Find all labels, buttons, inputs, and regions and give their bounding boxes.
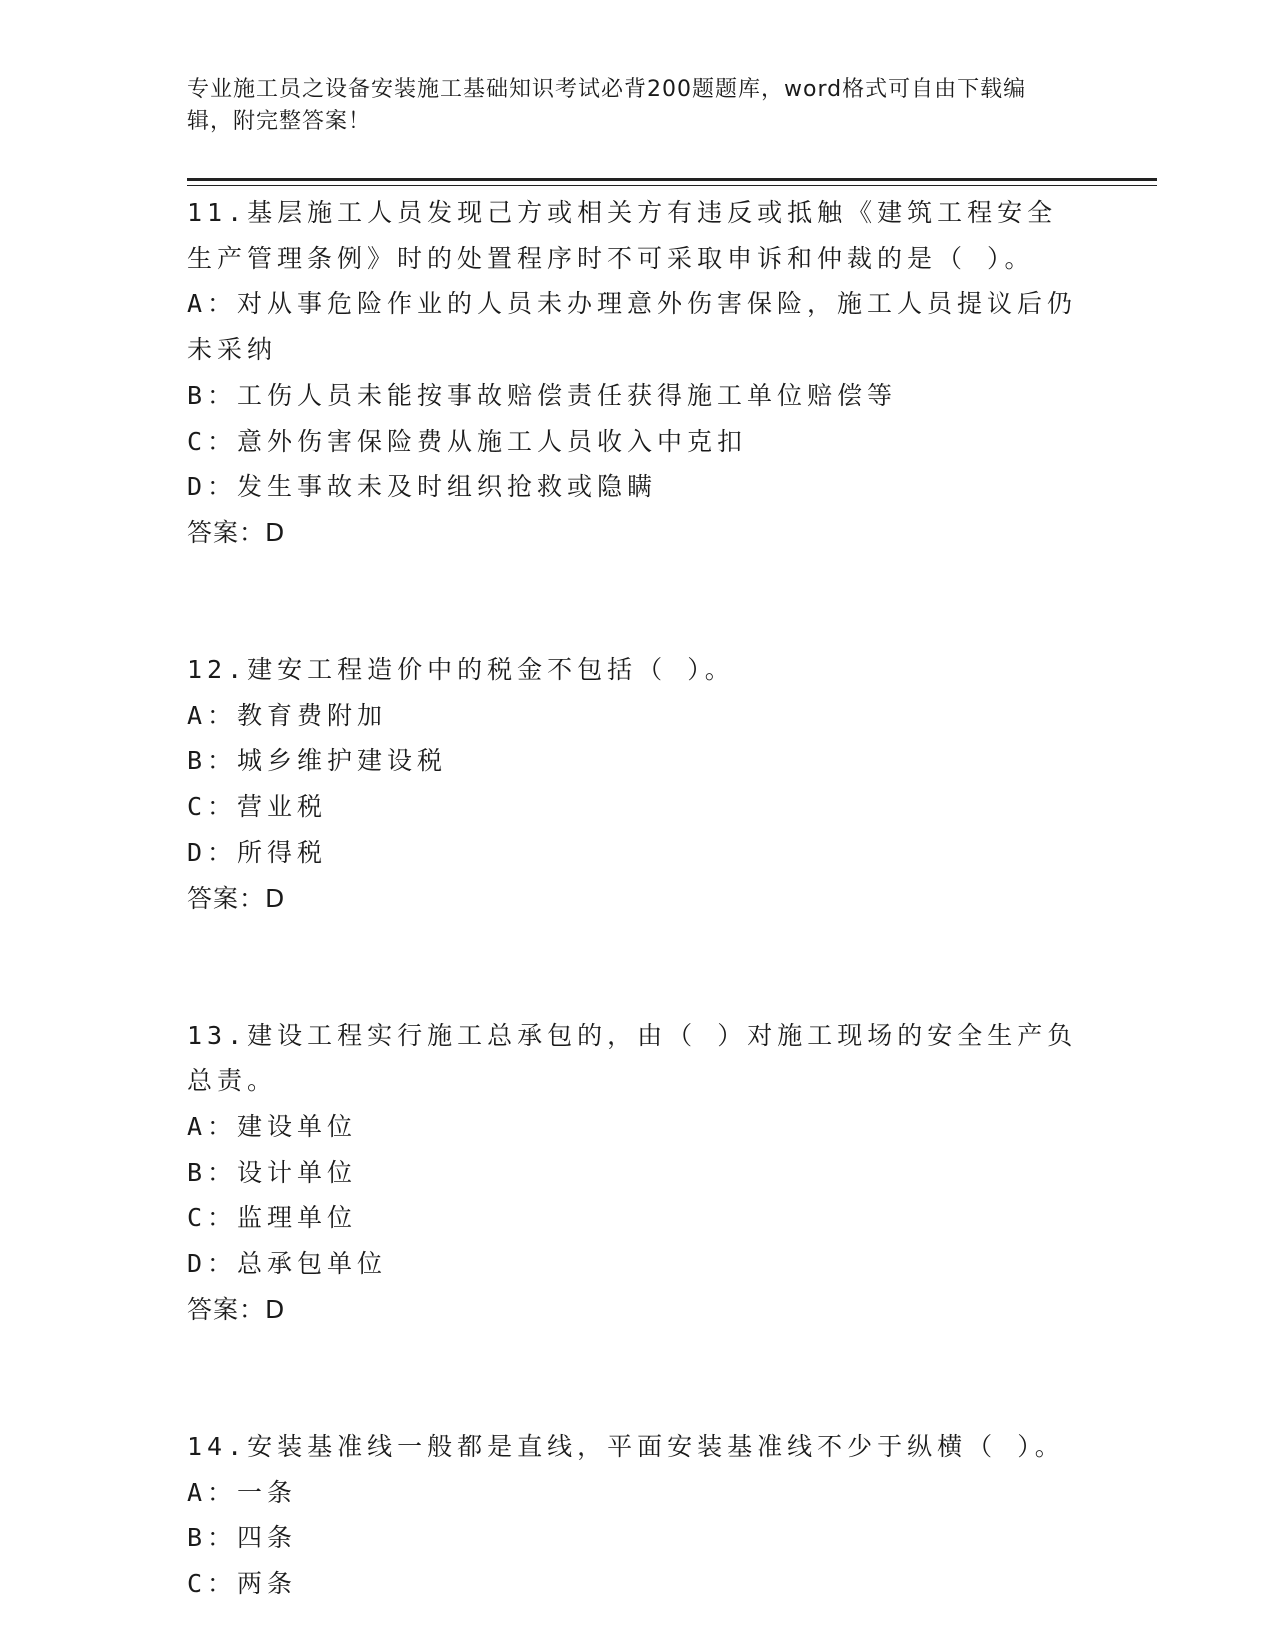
question-11 [187,190,1087,556]
document-header-title: 专业施工员之设备安装施工基础知识考试必背200题题库，word格式可自由下载编辑，附完整答案！ [187,77,1027,134]
option-b: B：四条 [187,1523,298,1553]
option-c: C：营业税 [187,792,328,822]
option-c: C：两条 [187,1569,298,1599]
option-d: D：总承包单位 [187,1249,388,1279]
option-d: D：发生事故未及时组织抢救或隐瞒 [187,472,658,502]
option-c: C：意外伤害保险费从施工人员收入中克扣 [187,426,748,456]
header-divider-thin [187,185,1157,186]
option-a: A：教育费附加 [187,700,388,730]
question-stem: 13.建设工程实行施工总承包的，由（ ）对施工现场的安全生产负总责。 [187,1020,1078,1096]
question-stem: 14.安装基准线一般都是直线，平面安装基准线不少于纵横（ ）。 [187,1431,1065,1461]
question-spacer [187,556,1087,647]
header-divider-thick [187,178,1157,181]
option-b: B：设计单位 [187,1157,358,1187]
question-14 [187,1424,1087,1607]
option-a: A：一条 [187,1477,298,1507]
question-12 [187,647,1087,921]
option-c: C：监理单位 [187,1203,358,1233]
question-stem: 11.基层施工人员发现己方或相关方有违反或抵触《建筑工程安全生产管理条例》时的处置程序时不可采取申诉和仲裁的是（ ）。 [187,198,1058,273]
option-b: B：城乡维护建设税 [187,746,448,776]
answer-line: 答案：D [187,517,286,547]
question-spacer [187,1333,1087,1424]
question-list [187,190,1087,1607]
answer-line: 答案：D [187,1294,286,1324]
question-spacer [187,921,1087,1012]
option-d: D：所得税 [187,837,328,867]
option-a: A：对从事危险作业的人员未办理意外伤害保险，施工人员提议后仍未采纳 [187,289,1078,365]
option-b: B：工伤人员未能按事故赔偿责任获得施工单位赔偿等 [187,380,898,410]
answer-line: 答案：D [187,883,286,913]
option-a: A：建设单位 [187,1112,358,1142]
question-13 [187,1013,1087,1333]
question-stem: 12.建安工程造价中的税金不包括（ ）。 [187,655,735,685]
